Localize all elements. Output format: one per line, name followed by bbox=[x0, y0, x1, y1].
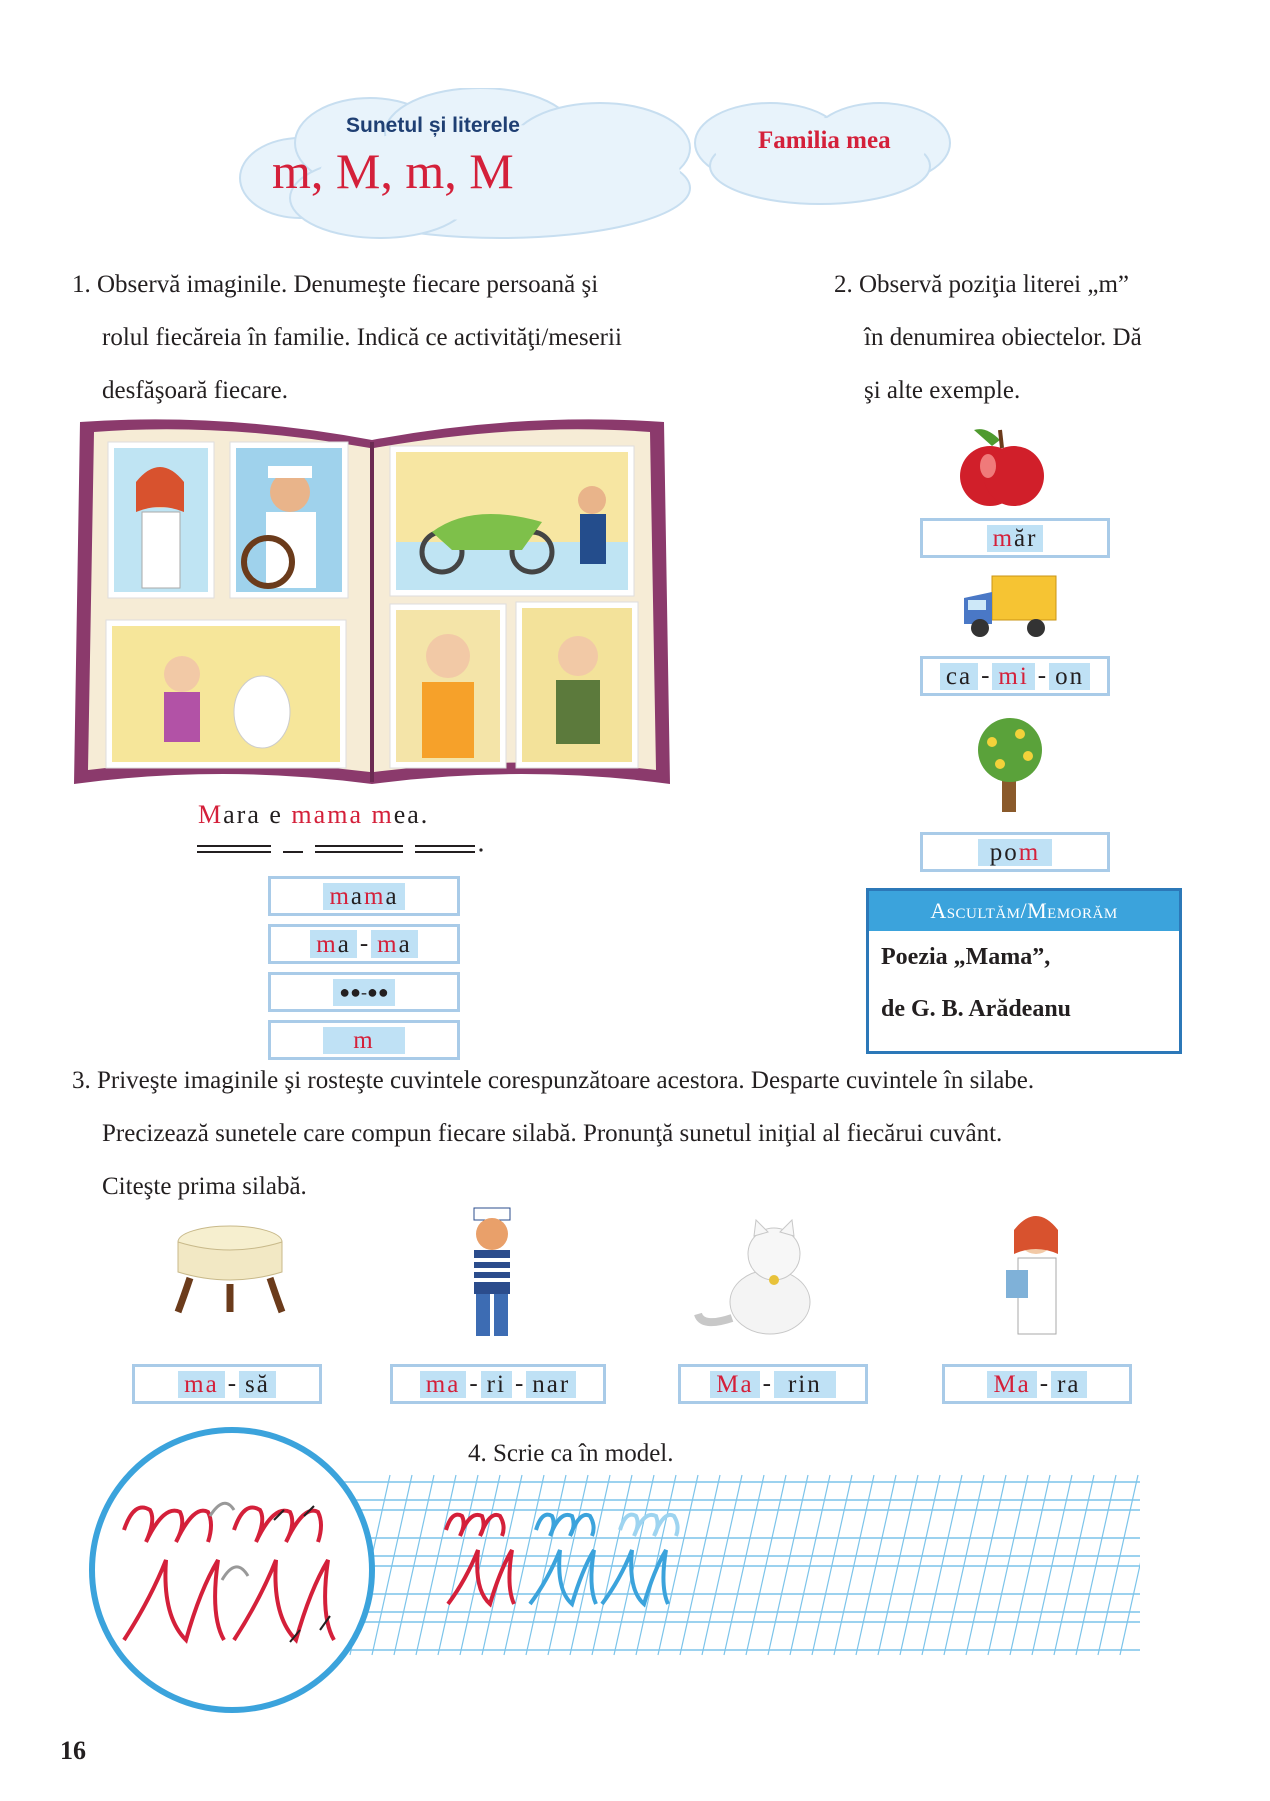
pear-tree-illustration bbox=[962, 716, 1058, 816]
exercise-1-number: 1. bbox=[72, 271, 91, 298]
slant-guide-line bbox=[1010, 1475, 1050, 1655]
slant-guide-line bbox=[416, 1475, 456, 1655]
header-subtitle: Sunetul și literele bbox=[346, 114, 520, 137]
analysis-syllables-box: m a - m a bbox=[268, 924, 460, 964]
poem-author: de G. B. Arădeanu bbox=[881, 996, 1072, 1022]
exercise-4-instruction: 4. Scrie ca în model. bbox=[468, 1440, 674, 1467]
word-box-pom: po m bbox=[920, 832, 1110, 872]
header-letters: m, M, m, M bbox=[272, 143, 514, 199]
word-box-mar: m ăr bbox=[920, 518, 1110, 558]
exercise-3 bbox=[72, 1054, 1232, 1213]
exercise-3-line: Precizează sunetele care compun fiecare silabă. Pronunţă sunetul iniţial al fiecărui cuvânt. bbox=[102, 1120, 1003, 1147]
slant-guide-line bbox=[724, 1475, 764, 1655]
listen-memorize-box bbox=[866, 888, 1182, 1054]
family-photo-album-illustration bbox=[72, 412, 672, 792]
slant-guide-line bbox=[1098, 1475, 1138, 1655]
cat-illustration bbox=[692, 1218, 832, 1338]
slant-guide-line bbox=[856, 1475, 896, 1655]
sentence-mara-e-mama-mea: Mara e mama mea. bbox=[198, 800, 430, 829]
slant-guide-line bbox=[614, 1475, 654, 1655]
word-box-marinar: ma - ri - nar bbox=[390, 1364, 606, 1404]
word-box-mara: Ma - ra bbox=[942, 1364, 1132, 1404]
word-box-masa: ma - să bbox=[132, 1364, 322, 1404]
table-illustration bbox=[170, 1220, 290, 1320]
exercise-2-line: în denumirea obiectelor. Dă bbox=[864, 324, 1142, 351]
poem-title: Poezia „Mama”, bbox=[881, 944, 1051, 970]
slant-guide-line bbox=[570, 1475, 610, 1655]
slant-guide-line bbox=[1076, 1475, 1116, 1655]
slant-guide-line bbox=[944, 1475, 984, 1655]
slant-guide-line bbox=[460, 1475, 500, 1655]
letter-model-circle bbox=[84, 1420, 384, 1720]
slant-guide-line bbox=[768, 1475, 808, 1655]
slant-guide-line bbox=[394, 1475, 434, 1655]
exercise-2-line: Observă poziţia literei „m” bbox=[859, 271, 1130, 298]
slant-guide-line bbox=[1054, 1475, 1094, 1655]
slant-guide-line bbox=[834, 1475, 874, 1655]
slant-guide-line bbox=[1032, 1475, 1072, 1655]
listen-memorize-heading: Ascultăm/Memorăm bbox=[869, 891, 1179, 931]
slant-guide-line bbox=[1120, 1475, 1140, 1655]
analysis-sound-model-box bbox=[268, 972, 460, 1012]
exercise-1-line: rolul fiecăreia în familie. Indică ce activităţi/meserii bbox=[102, 324, 622, 351]
exercise-1-line: Observă imaginile. Denumeşte fiecare persoană şi bbox=[97, 271, 599, 298]
page-number: 16 bbox=[60, 1736, 86, 1765]
analysis-word: m a m a bbox=[323, 883, 404, 910]
word-box-marin: Ma - rin bbox=[678, 1364, 868, 1404]
writing-practice-grid bbox=[340, 1470, 1140, 1660]
exercise-3-line: Priveşte imaginile şi rosteşte cuvintele corespunzătoare acestora. Desparte cuvintele în silabe. bbox=[97, 1067, 1035, 1094]
slant-guide-line bbox=[966, 1475, 1006, 1655]
truck-illustration bbox=[960, 572, 1060, 642]
exercise-1 bbox=[72, 258, 772, 417]
exercise-2-line: şi alte exemple. bbox=[864, 377, 1021, 404]
analysis-word-box bbox=[268, 876, 460, 916]
exercise-1-line: desfăşoară fiecare. bbox=[102, 377, 288, 404]
apple-illustration bbox=[952, 420, 1048, 510]
slant-guide-line bbox=[790, 1475, 830, 1655]
slant-guide-line bbox=[900, 1475, 940, 1655]
word-box-camion: ca - mi - on bbox=[920, 656, 1110, 696]
slant-guide-line bbox=[988, 1475, 1028, 1655]
slant-guide-line bbox=[878, 1475, 918, 1655]
exercise-2 bbox=[834, 258, 1254, 417]
exercise-2-number: 2. bbox=[834, 271, 853, 298]
slant-guide-line bbox=[702, 1475, 742, 1655]
nurse-illustration bbox=[998, 1206, 1078, 1342]
header-topic: Familia mea bbox=[758, 127, 891, 154]
exercise-3-number: 3. bbox=[72, 1067, 91, 1094]
analysis-letter-box: m bbox=[268, 1020, 460, 1060]
slant-guide-line bbox=[746, 1475, 786, 1655]
slant-guide-line bbox=[922, 1475, 962, 1655]
slant-guide-line bbox=[812, 1475, 852, 1655]
slant-guide-line bbox=[680, 1475, 720, 1655]
sentence-scheme-lines bbox=[195, 842, 495, 862]
sound-model-dots: ●●-●● bbox=[333, 979, 394, 1006]
sailor-illustration bbox=[452, 1206, 532, 1342]
exercise-3-line: Citeşte prima silabă. bbox=[102, 1173, 307, 1200]
